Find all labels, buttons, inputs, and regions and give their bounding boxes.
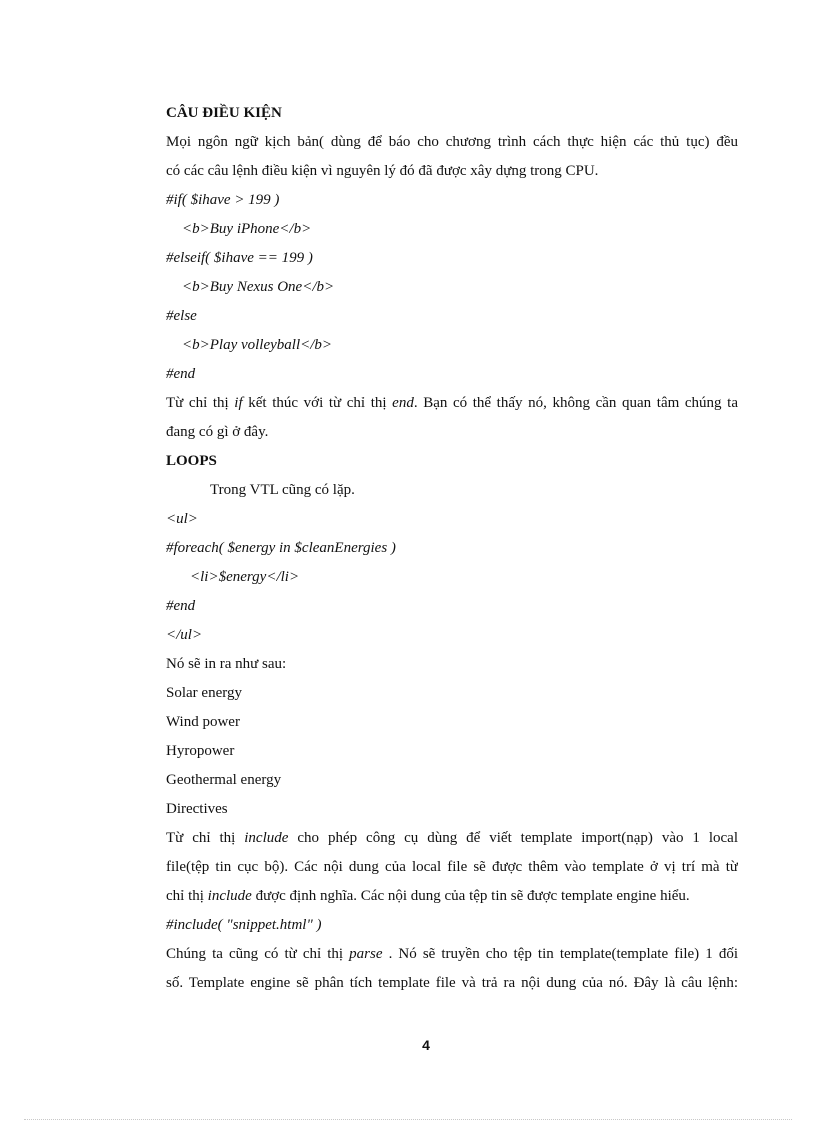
paragraph-if-line-2: đang có gì ở đây. xyxy=(166,424,269,440)
keyword-include: include xyxy=(244,830,289,846)
output-item: Wind power xyxy=(166,714,240,730)
output-item: Hyropower xyxy=(166,743,235,759)
code-ul-open: <ul> xyxy=(166,511,198,527)
heading-directives: Directives xyxy=(166,801,228,817)
code-else: #else xyxy=(166,308,197,324)
paragraph-include-line-1 xyxy=(166,824,738,853)
paragraph-conditions-line-2: có các câu lệnh điều kiện vì nguyên lý đó đã được xây dựng trong CPU. xyxy=(166,163,599,179)
keyword-if: if xyxy=(234,395,243,411)
paragraph-include-text-d: được định nghĩa. Các nội dung của tệp tin sẽ được template engine hiểu. xyxy=(251,888,690,904)
output-intro: Nó sẽ in ra như sau: xyxy=(166,656,287,672)
paragraph-loops: Trong VTL cũng có lặp. xyxy=(210,482,355,498)
code-ul-close: </ul> xyxy=(166,627,203,643)
code-end-if: #end xyxy=(166,366,196,382)
paragraph-if-text-c: . Bạn có thể thấy nó, không cần quan tâm chúng ta xyxy=(413,395,738,411)
code-if: #if( $ihave > 199 ) xyxy=(166,192,280,208)
code-li: <li>$energy</li> xyxy=(190,569,300,585)
paragraph-include-line-3 xyxy=(166,882,738,911)
paragraph-conditions-line-1: Mọi ngôn ngữ kịch bản( dùng để báo cho chương trình cách thực hiện các thủ tục) đều xyxy=(166,134,738,150)
code-include: #include( "snippet.html" ) xyxy=(166,917,322,933)
paragraph-include-text-b: cho phép công cụ dùng để viết template import(nạp) vào 1 local xyxy=(288,830,738,846)
heading-conditions: CÂU ĐIỀU KIỆN xyxy=(166,105,282,121)
code-buy-nexus: <b>Buy Nexus One</b> xyxy=(182,279,335,295)
paragraph-parse-text-a: Chúng ta cũng có từ chỉ thị xyxy=(166,946,350,962)
code-elseif: #elseif( $ihave == 199 ) xyxy=(166,250,313,266)
paragraph-include-text-a: Từ chỉ thị xyxy=(166,830,245,846)
keyword-end: end xyxy=(392,395,414,411)
paragraph-parse-text-b: . Nó sẽ truyền cho tệp tin template(template file) 1 đối xyxy=(382,946,738,962)
paragraph-if-text-a: Từ chỉ thị xyxy=(166,395,235,411)
code-foreach: #foreach( $energy in $cleanEnergies ) xyxy=(166,540,396,556)
document-body xyxy=(166,99,738,998)
code-play-volleyball: <b>Play volleyball</b> xyxy=(182,337,333,353)
paragraph-include-line-2: file(tệp tin cục bộ). Các nội dung của local file sẽ được thêm vào template ở vị trí mà từ xyxy=(166,859,738,875)
page-bottom-divider xyxy=(24,1119,792,1120)
keyword-parse: parse xyxy=(349,946,383,962)
code-buy-iphone: <b>Buy iPhone</b> xyxy=(182,221,312,237)
paragraph-if-text-b: kết thúc với từ chỉ thị xyxy=(242,395,393,411)
page-number: 4 xyxy=(422,1037,430,1053)
heading-loops: LOOPS xyxy=(166,453,217,469)
paragraph-include-text-c: chỉ thị xyxy=(166,888,208,904)
keyword-include: include xyxy=(207,888,252,904)
output-item: Geothermal energy xyxy=(166,772,282,788)
paragraph-if-line-1 xyxy=(166,389,738,418)
output-item: Solar energy xyxy=(166,685,242,701)
paragraph-parse-line-2: số. Template engine sẽ phân tích template file và trả ra nội dung của nó. Đây là câu lệnh: xyxy=(166,975,738,991)
paragraph-parse-line-1 xyxy=(166,940,738,969)
code-end-foreach: #end xyxy=(166,598,196,614)
